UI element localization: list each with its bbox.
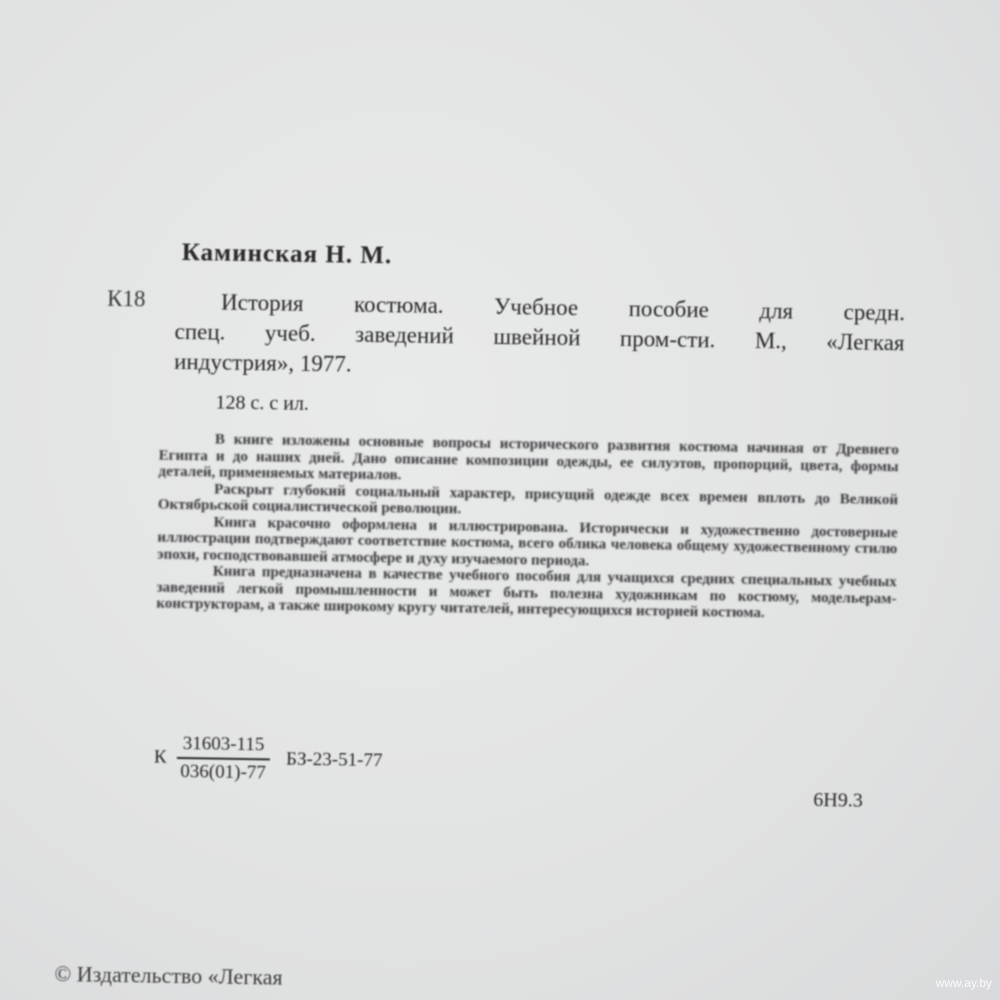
catalog-fraction — [174, 733, 272, 785]
catalog-denominator: 036(01)-77 — [180, 761, 267, 784]
annotation-paragraph: Книга предназначена в качестве учебного пособия для учащихся средних специальных учебных заведений легкой промышленности и может быть полезна художникам по костюму, модельерам-конструкторам, а также широкому кругу читателей, интересующихся историей костюма. — [156, 563, 897, 622]
site-watermark: www.ay.by — [935, 976, 992, 990]
bib-line-1: История костюма. Учебное пособие для средн. — [220, 289, 906, 326]
copyright-line: © Издательство «Легкая — [54, 961, 283, 990]
annotation-paragraph: Раскрыт глубокий социальный характер, присущий одежде всех времен вплоть до Великой Октябрьской социалистической революции. — [157, 481, 899, 518]
annotation-paragraph: В книге изложены основные вопросы исторического развития костюма начиная от Древнего Египта и до наших дней. Дано описание композиции одежды, ее силуэтов, пропорций, цвета, формы деталей, применяемых материалов. — [158, 431, 899, 484]
author-name: Каминская Н. М. — [181, 238, 393, 270]
page-count: 128 с. с ил. — [215, 391, 310, 415]
catalog-numerator: 31603-115 — [177, 733, 271, 760]
library-index-code: К18 — [106, 285, 146, 312]
catalog-letter: К — [153, 746, 167, 768]
annotation-text — [156, 431, 899, 624]
catalog-number — [154, 733, 383, 787]
classification-code: 6Н9.3 — [813, 788, 863, 812]
catalog-code: БЗ-23-51-77 — [285, 748, 383, 772]
bib-line-2: спец. учеб. заведений швейной пром-сти. М., «Легкая — [174, 318, 905, 356]
bib-line-3: индустрия», 1977. — [173, 348, 352, 377]
bibliographic-description — [174, 287, 905, 388]
annotation-paragraph: Книга красочно оформлена и иллюстрирована. Исторически и художественно достоверные иллюстрации подтверждают соответствие костюма, всего облика человека общему художественному стилю эпохи, господствовавшей атмосфере и духу изучаемого периода. — [156, 514, 898, 569]
